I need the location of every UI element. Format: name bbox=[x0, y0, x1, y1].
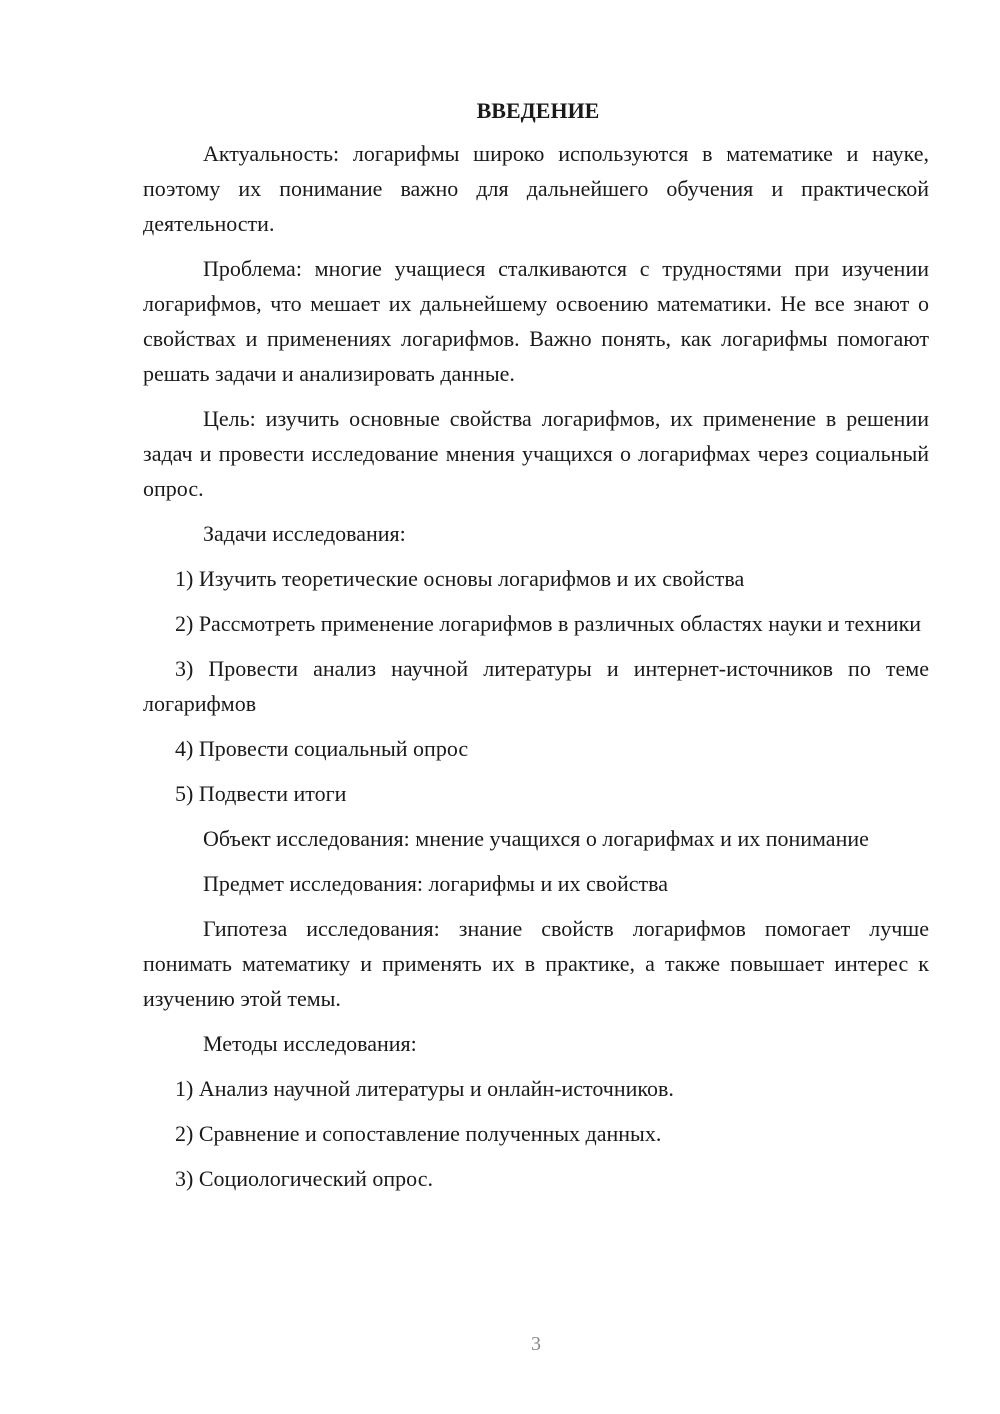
method-item: 2) Сравнение и сопоставление полученных данных. bbox=[175, 1121, 662, 1146]
hypothesis-paragraph: Гипотеза исследования: знание свойств логарифмов помогает лучше понимать математику и применять их в практике, а также повышает интерес к изучению этой темы. bbox=[143, 916, 929, 1011]
problem-paragraph: Проблема: многие учащиеся сталкиваются с трудностями при изучении логарифмов, что мешает их дальнейшему освоению математики. Не все знают о свойствах и применениях логарифмов. Важно понять, как логарифмы помогают решать задачи и анализировать данные. bbox=[143, 256, 929, 386]
task-item: 1) Изучить теоретические основы логарифмов и их свойства bbox=[175, 566, 745, 591]
task-item: 5) Подвести итоги bbox=[175, 781, 347, 806]
object-paragraph: Объект исследования: мнение учащихся о логарифмах и их понимание bbox=[203, 826, 869, 851]
task-item: 3) Провести анализ научной литературы и интернет-источников по теме логарифмов bbox=[143, 656, 929, 716]
tasks-heading: Задачи исследования: bbox=[203, 521, 406, 546]
page-title: ВВЕДЕНИЕ bbox=[476, 98, 600, 123]
methods-heading: Методы исследования: bbox=[203, 1031, 417, 1056]
page-number: 3 bbox=[531, 1333, 541, 1355]
method-item: 3) Социологический опрос. bbox=[175, 1166, 433, 1191]
task-item: 2) Рассмотреть применение логарифмов в различных областях науки и техники bbox=[175, 611, 922, 636]
task-item: 4) Провести социальный опрос bbox=[175, 736, 469, 761]
subject-paragraph: Предмет исследования: логарифмы и их свойства bbox=[203, 871, 669, 896]
method-item: 1) Анализ научной литературы и онлайн-источников. bbox=[175, 1076, 674, 1101]
relevance-paragraph: Актуальность: логарифмы широко используются в математике и науке, поэтому их понимание важно для дальнейшего обучения и практической деятельности. bbox=[143, 141, 929, 236]
goal-paragraph: Цель: изучить основные свойства логарифмов, их применение в решении задач и провести исследование мнения учащихся о логарифмах через социальный опрос. bbox=[143, 406, 929, 501]
document-body bbox=[143, 96, 929, 1206]
